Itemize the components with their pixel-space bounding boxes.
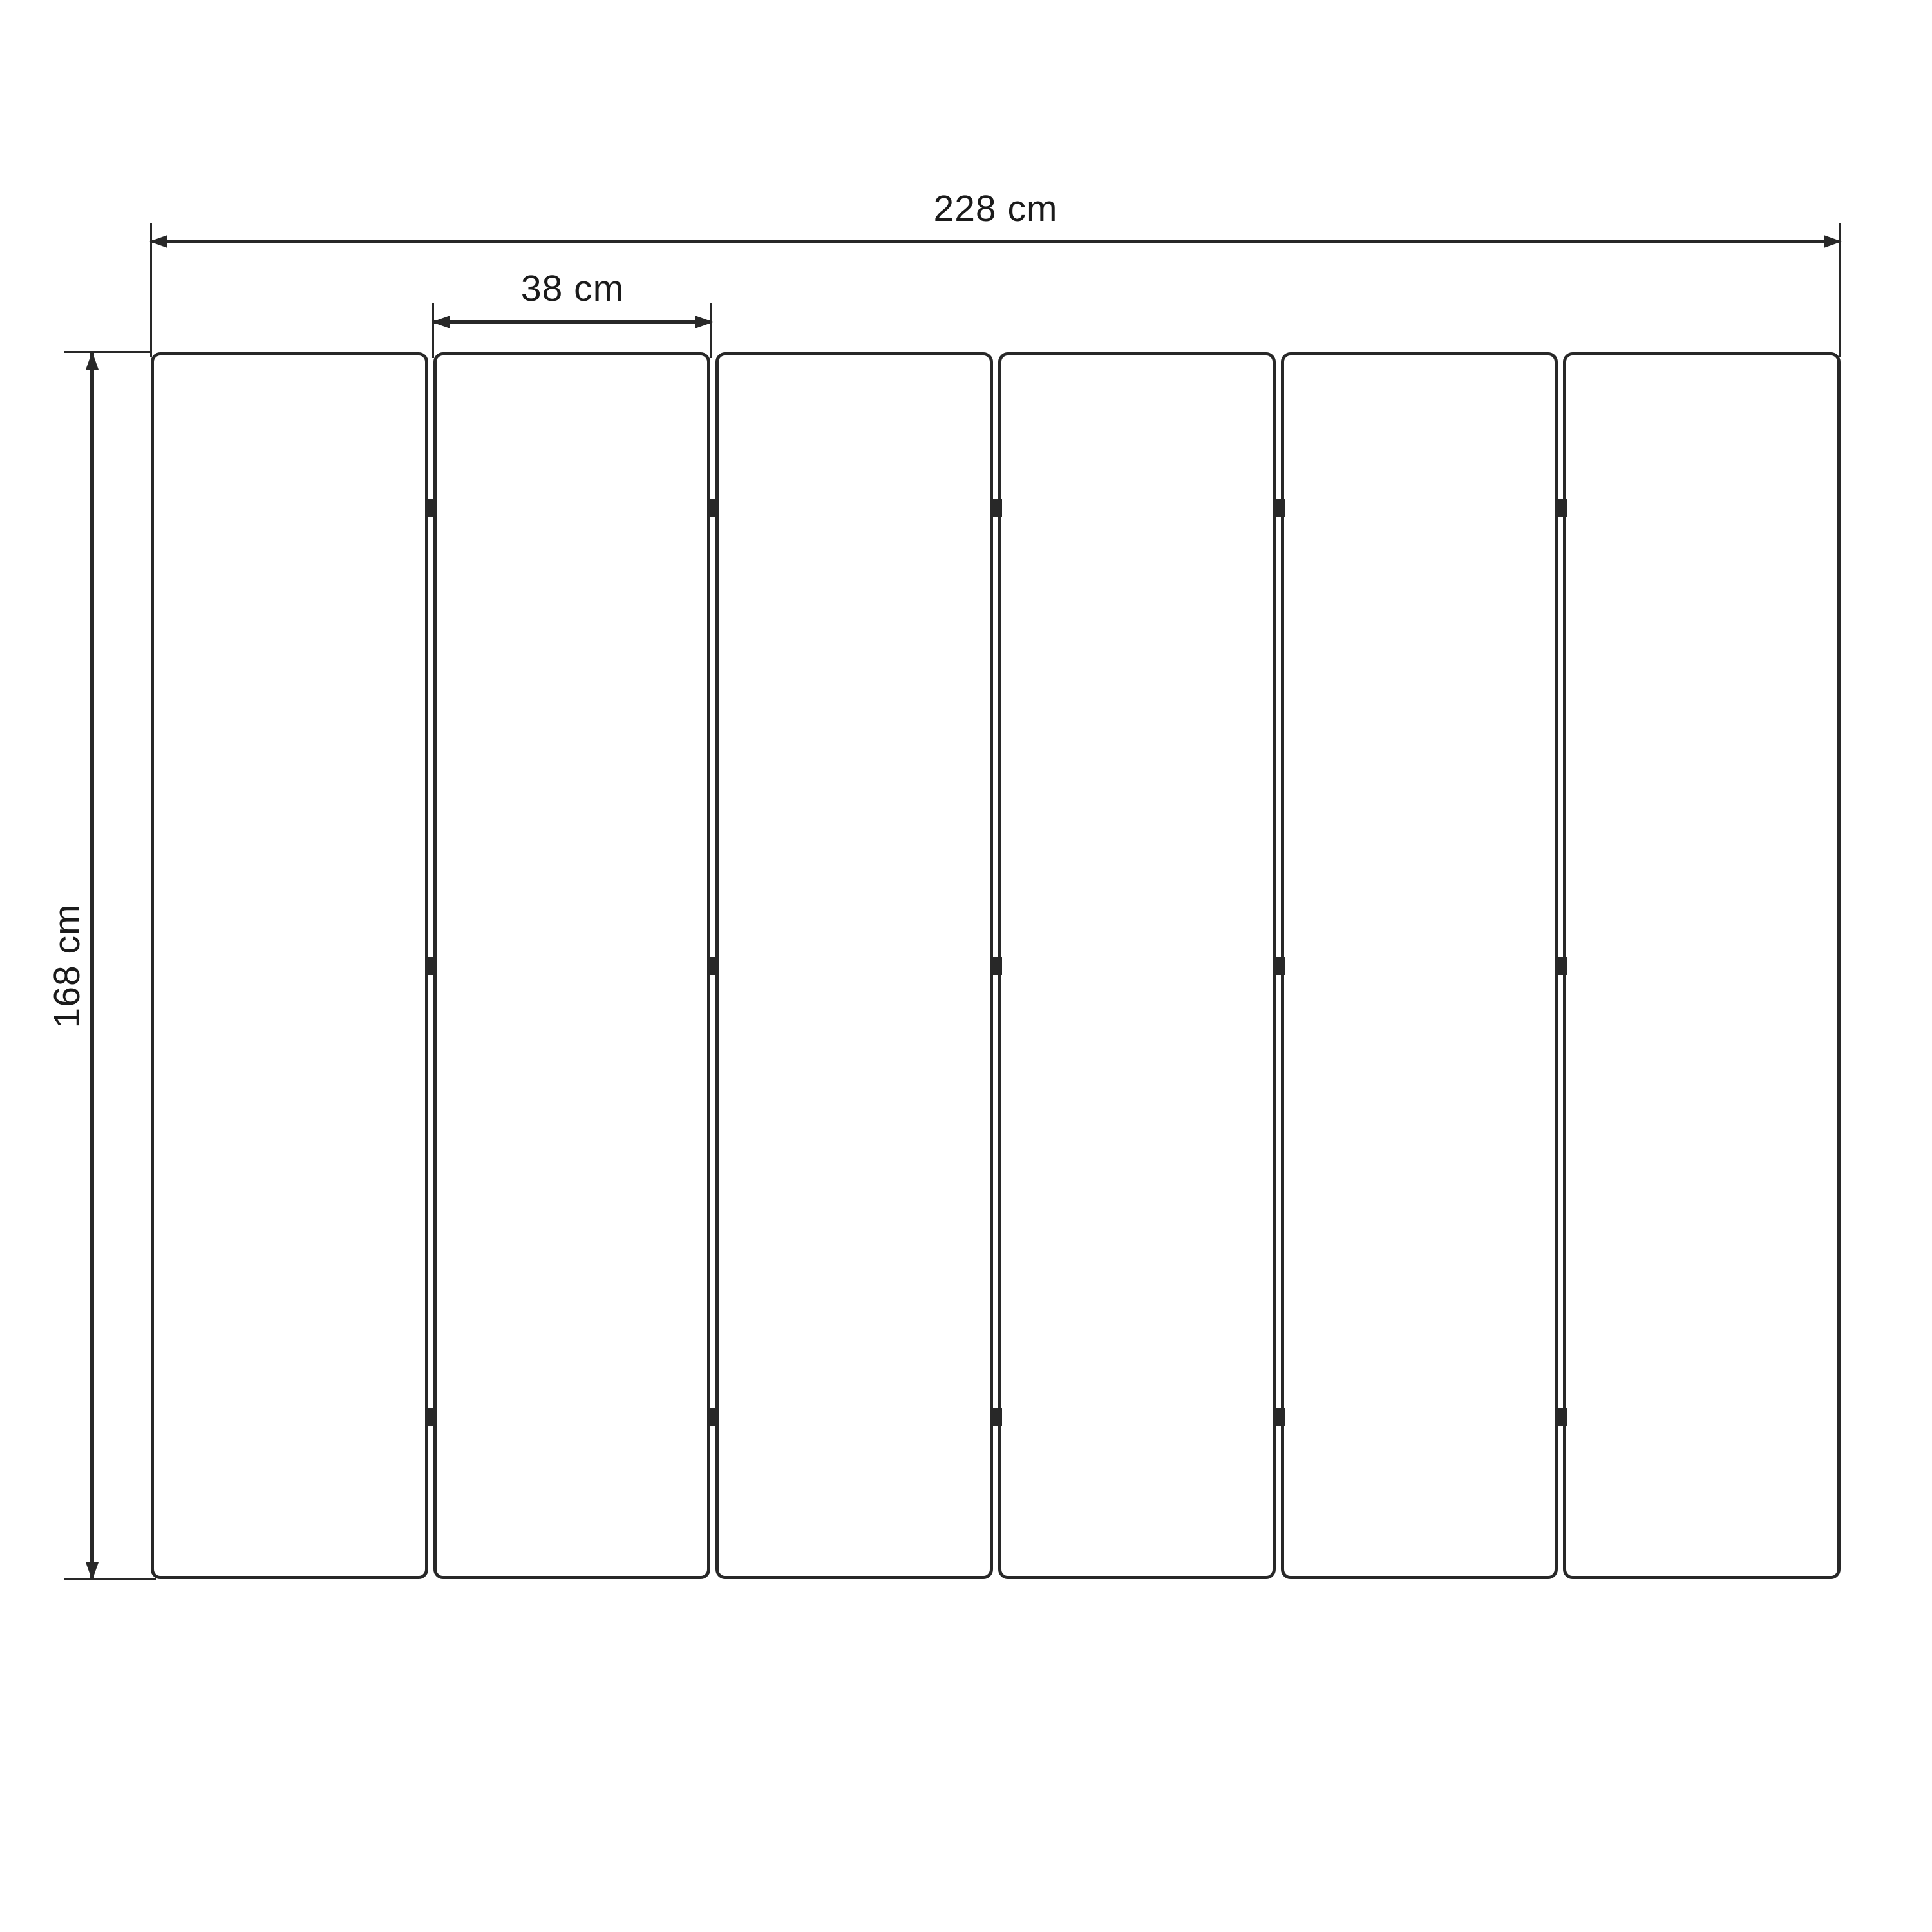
panel-5	[1281, 352, 1558, 1579]
hinge-mark	[992, 1408, 1002, 1426]
arrow-up-icon	[86, 352, 99, 370]
height-dimension-line	[90, 353, 94, 1579]
hinge-mark	[1274, 1408, 1285, 1426]
panel-1	[151, 352, 428, 1579]
panel-6	[1563, 352, 1841, 1579]
total-width-dimension-line	[151, 240, 1841, 243]
hinge-mark	[1557, 1408, 1567, 1426]
arrow-left-icon	[432, 316, 450, 328]
panel-row	[151, 352, 1841, 1579]
hinge-mark	[427, 957, 437, 975]
extension-line-total-left	[150, 223, 152, 357]
hinge-mark	[709, 957, 719, 975]
total-width-label: 228 cm	[933, 188, 1058, 229]
extension-line-panel-left	[432, 303, 434, 358]
hinge-mark	[709, 1408, 719, 1426]
hinge-mark	[1557, 957, 1567, 975]
panel-width-label: 38 cm	[520, 268, 625, 309]
hinge-mark	[427, 1408, 437, 1426]
hinge-mark	[992, 499, 1002, 517]
extension-line-height-bottom	[64, 1578, 156, 1580]
extension-line-total-right	[1839, 223, 1841, 357]
extension-line-panel-right	[710, 303, 712, 358]
hinge-mark	[1274, 957, 1285, 975]
hinge-mark	[1557, 499, 1567, 517]
hinge-mark	[427, 499, 437, 517]
diagram-canvas: 228 cm 38 cm 168 cm	[0, 0, 1932, 1932]
extension-line-height-top	[64, 351, 152, 353]
panel-3	[715, 352, 993, 1579]
panel-width-dimension-line	[433, 320, 712, 324]
hinge-mark	[709, 499, 719, 517]
panel-2	[433, 352, 711, 1579]
arrow-left-icon	[149, 235, 167, 248]
hinge-mark	[992, 957, 1002, 975]
panel-4	[998, 352, 1276, 1579]
hinge-mark	[1274, 499, 1285, 517]
